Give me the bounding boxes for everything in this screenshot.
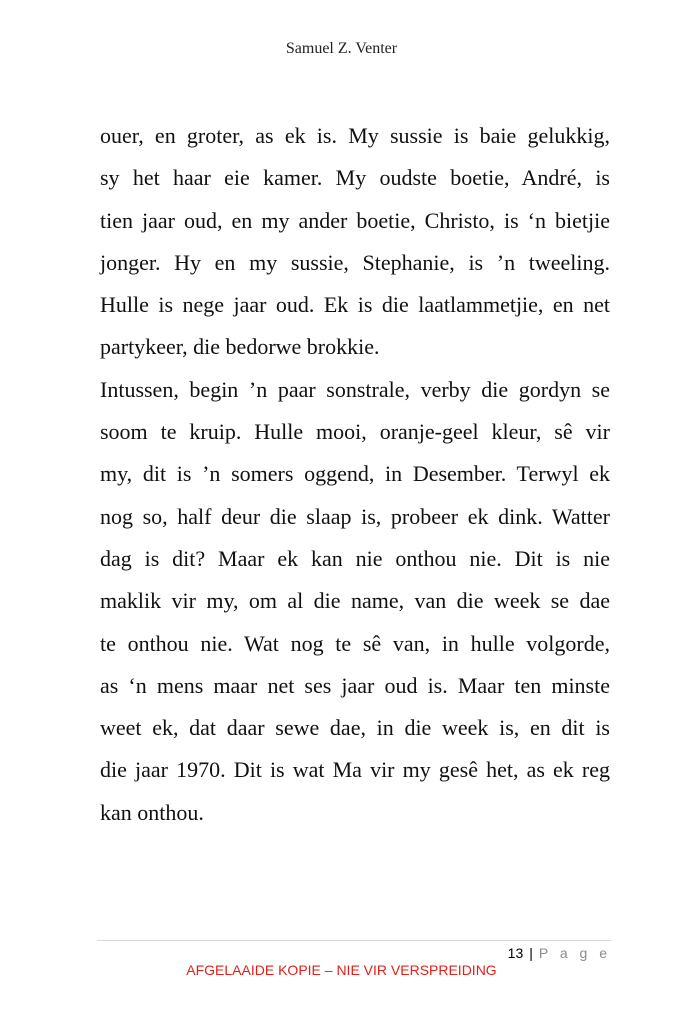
footer-divider (97, 940, 611, 941)
text-line: weet ek, dat daar sewe dae, in die week is, en dit is (100, 715, 610, 741)
text-line: ouer, en groter, as ek is. My sussie is baie gelukkig, (100, 123, 610, 148)
body-text (100, 115, 610, 834)
page-label: P a g e (538, 945, 611, 961)
page-number-value: 13 (507, 945, 524, 961)
text-line: as ‘n mens maar net ses jaar oud is. Maar ten minste (100, 672, 610, 698)
text-line: jonger. Hy en my sussie, Stephanie, is ’n tweeling. (100, 249, 610, 275)
text-line: Intussen, begin ’n paar sonstrale, verby die gordyn se (100, 376, 610, 402)
text-line: die jaar 1970. Dit is wat Ma vir my gesê het, as ek reg (100, 757, 610, 783)
text-line: kan onthou. (100, 799, 204, 825)
text-line: partykeer, die bedorwe brokkie. (100, 334, 380, 360)
page-number-separator: | (529, 945, 533, 961)
distribution-notice: AFGELAAIDE KOPIE – NIE VIR VERSPREIDING (186, 962, 497, 978)
text-line: te onthou nie. Wat nog te sê van, in hulle volgorde, (100, 630, 610, 656)
text-line: Hulle is nege jaar oud. Ek is die laatlammetjie, en net (100, 292, 610, 318)
text-line: tien jaar oud, en my ander boetie, Christo, is ‘n bietjie (100, 207, 610, 233)
text-line: my, dit is ’n somers oggend, in Desember. Terwyl ek (100, 461, 610, 487)
text-line: maklik vir my, om al die name, van die week se dae (100, 588, 610, 614)
text-line: nog so, half deur die slaap is, probeer ek dink. Watter (100, 503, 610, 529)
text-line: dag is dit? Maar ek kan nie onthou nie. Dit is nie (100, 545, 610, 571)
text-line: sy het haar eie kamer. My oudste boetie, André, is (100, 165, 610, 191)
page-number (508, 945, 611, 961)
text-line: soom te kruip. Hulle mooi, oranje-geel kleur, sê vir (100, 419, 610, 445)
running-header-author: Samuel Z. Venter (285, 40, 398, 57)
